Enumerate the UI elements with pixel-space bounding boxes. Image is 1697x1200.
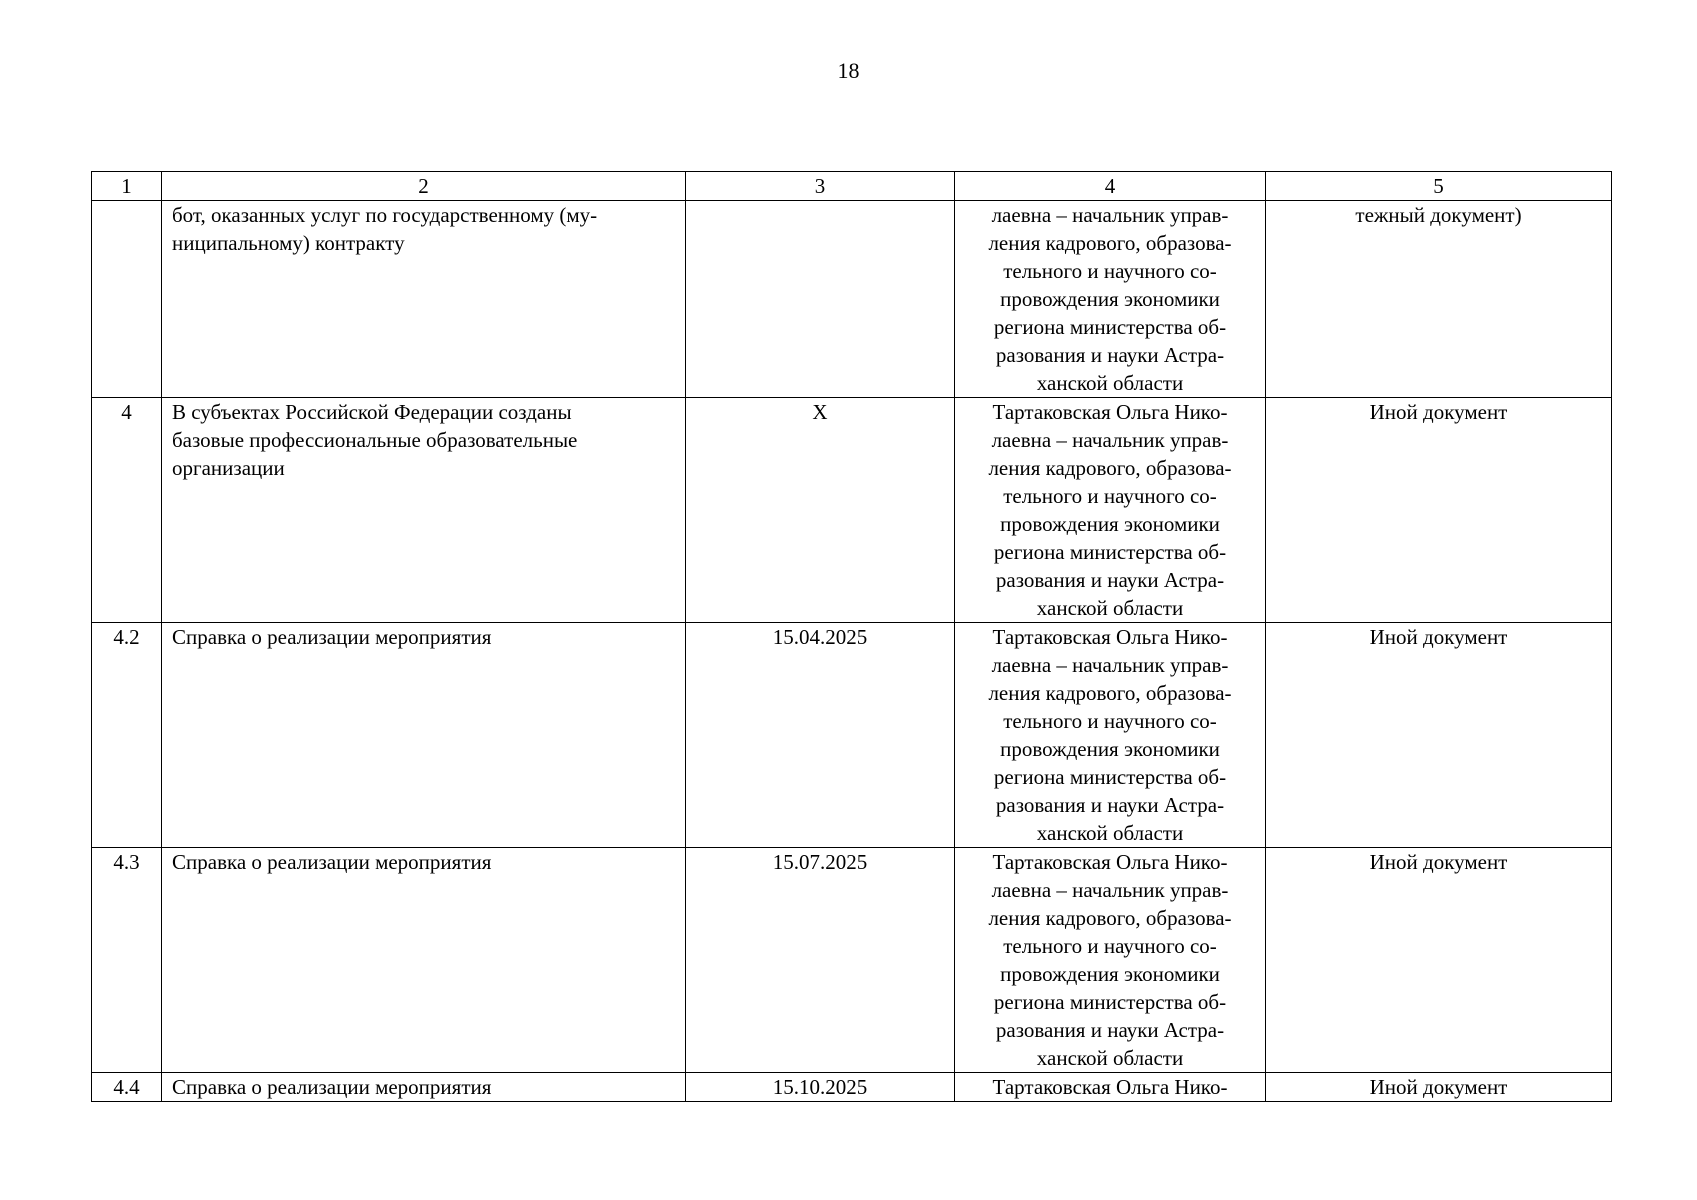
header-cell: 1	[92, 172, 162, 201]
document-type-cell	[1266, 201, 1612, 398]
row-number-cell-text: 4.3	[113, 850, 140, 874]
date-cell	[686, 201, 955, 398]
responsible-cell-line: ханской области	[1036, 821, 1184, 845]
responsible-cell-line: ления кадрового, образова-	[988, 456, 1232, 480]
row-number-cell	[92, 201, 162, 398]
responsible-cell-line: тельного и научного со-	[1003, 709, 1217, 733]
responsible-cell-line: лаевна – начальник управ-	[991, 428, 1229, 452]
date-cell	[686, 848, 955, 1073]
document-table	[91, 171, 1612, 1102]
responsible-cell-line: Тартаковская Ольга Нико-	[992, 1075, 1228, 1099]
responsible-cell-line: ления кадрового, образова-	[988, 681, 1232, 705]
table-row	[92, 1073, 1612, 1102]
date-cell-text: 15.04.2025	[772, 625, 868, 649]
document-type-cell-text: тежный документ)	[1355, 203, 1522, 227]
description-cell	[162, 623, 686, 848]
document-type-cell-text: Иной документ	[1369, 400, 1508, 424]
row-number-cell	[92, 623, 162, 848]
responsible-cell-line: провождения экономики	[1000, 737, 1220, 761]
row-number-cell	[92, 1073, 162, 1102]
responsible-cell-line: лаевна – начальник управ-	[991, 203, 1229, 227]
description-cell-line: Справка о реализации мероприятия	[172, 1075, 492, 1099]
responsible-cell-line: разования и науки Астра-	[995, 793, 1225, 817]
document-type-cell	[1266, 1073, 1612, 1102]
description-cell	[162, 1073, 686, 1102]
header-cell: 5	[1266, 172, 1612, 201]
document-type-cell-text: Иной документ	[1369, 1075, 1508, 1099]
description-cell-line: Справка о реализации мероприятия	[172, 625, 492, 649]
row-number-cell	[92, 398, 162, 623]
responsible-cell-line: региона министерства об-	[993, 315, 1227, 339]
date-cell-text: 15.10.2025	[772, 1075, 868, 1099]
responsible-cell-line: Тартаковская Ольга Нико-	[992, 850, 1228, 874]
responsible-cell-line: разования и науки Астра-	[995, 568, 1225, 592]
responsible-cell	[955, 848, 1266, 1073]
description-cell	[162, 848, 686, 1073]
date-cell-text: 15.07.2025	[772, 850, 868, 874]
page-number: 18	[837, 58, 860, 83]
responsible-cell-line: региона министерства об-	[993, 765, 1227, 789]
description-cell-line: Справка о реализации мероприятия	[172, 850, 492, 874]
responsible-cell-line: тельного и научного со-	[1003, 259, 1217, 283]
responsible-cell-line: региона министерства об-	[993, 540, 1227, 564]
header-cell: 2	[162, 172, 686, 201]
responsible-cell-line: Тартаковская Ольга Нико-	[992, 400, 1228, 424]
description-cell	[162, 201, 686, 398]
responsible-cell-line: лаевна – начальник управ-	[991, 878, 1229, 902]
table-header-row	[92, 172, 1612, 201]
date-cell-text: X	[812, 400, 828, 424]
row-number-cell-text: 4	[121, 400, 132, 424]
responsible-cell-line: региона министерства об-	[993, 990, 1227, 1014]
responsible-cell-line: ханской области	[1036, 371, 1184, 395]
responsible-cell-line: разования и науки Астра-	[995, 1018, 1225, 1042]
description-cell-line: В субъектах Российской Федерации созданы	[172, 400, 572, 424]
date-cell	[686, 623, 955, 848]
responsible-cell-line: ханской области	[1036, 1046, 1184, 1070]
table-row	[92, 201, 1612, 398]
responsible-cell-line: тельного и научного со-	[1003, 934, 1217, 958]
responsible-cell	[955, 398, 1266, 623]
description-cell-line: организации	[172, 456, 285, 480]
date-cell	[686, 1073, 955, 1102]
responsible-cell-line: провождения экономики	[1000, 962, 1220, 986]
header-cell: 4	[955, 172, 1266, 201]
responsible-cell-line: провождения экономики	[1000, 512, 1220, 536]
document-type-cell	[1266, 398, 1612, 623]
document-type-cell-text: Иной документ	[1369, 850, 1508, 874]
row-number-cell-text: 4.4	[113, 1075, 140, 1099]
responsible-cell-line: ления кадрового, образова-	[988, 906, 1232, 930]
responsible-cell-line: тельного и научного со-	[1003, 484, 1217, 508]
row-number-cell	[92, 848, 162, 1073]
row-number-cell-text: 4.2	[113, 625, 140, 649]
table-row	[92, 623, 1612, 848]
responsible-cell-line: провождения экономики	[1000, 287, 1220, 311]
responsible-cell-line: лаевна – начальник управ-	[991, 653, 1229, 677]
responsible-cell-line: Тартаковская Ольга Нико-	[992, 625, 1228, 649]
date-cell	[686, 398, 955, 623]
responsible-cell-line: ханской области	[1036, 596, 1184, 620]
document-type-cell	[1266, 623, 1612, 848]
description-cell-line: базовые профессиональные образовательные	[172, 428, 578, 452]
document-type-cell	[1266, 848, 1612, 1073]
description-cell	[162, 398, 686, 623]
responsible-cell-line: ления кадрового, образова-	[988, 231, 1232, 255]
responsible-cell-line: разования и науки Астра-	[995, 343, 1225, 367]
document-type-cell-text: Иной документ	[1369, 625, 1508, 649]
header-cell: 3	[686, 172, 955, 201]
table-row	[92, 398, 1612, 623]
responsible-cell	[955, 623, 1266, 848]
description-cell-line: ниципальному) контракту	[172, 231, 405, 255]
responsible-cell	[955, 201, 1266, 398]
description-cell-line: бот, оказанных услуг по государственному (му-	[172, 203, 598, 227]
responsible-cell	[955, 1073, 1266, 1102]
table-row	[92, 848, 1612, 1073]
